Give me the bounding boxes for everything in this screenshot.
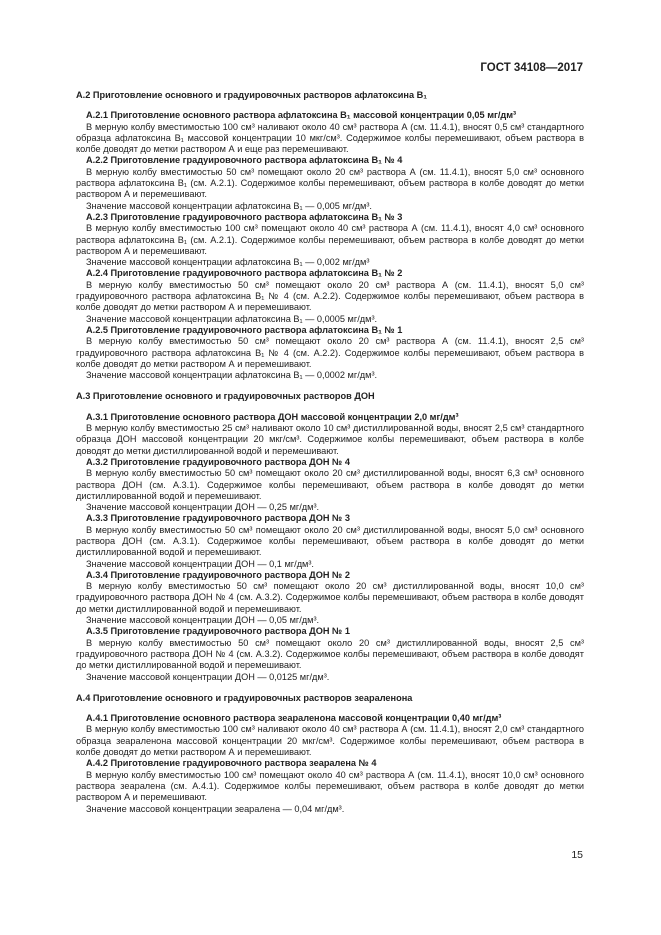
paragraph: В мерную колбу вместимостью 100 см³ наливают около 40 см³ раствора А (см. 11.4.1), вносят 2,0 см³ стандартного образца зеараленона массовой концентрации 20 мкг/см³. Содержимое колбы перемешивают, объем раствора в колбе доводят до метки раствором А и перемешивают.: [76, 724, 584, 758]
paragraph: В мерную колбу вместимостью 50 см³ помещают около 20 см³ дистиллированной воды, вносят 10,0 см³ градуировочного раствора ДОН № 4 (см. А.3.2). Содержимое колбы перемешивают, объем раствора в колбе доводят до метки дистиллированной водой и перемешивают.: [76, 581, 584, 614]
concentration-value: Значение массовой концентрации ДОН — 0,1 мг/дм³.: [86, 558, 314, 569]
paragraph: В мерную колбу вместимостью 50 см³ помещают около 20 см³ раствора А (см. 11.4.1), вносят 2,5 см³ градуировочного раствора афлатоксина В₁ № 4 (см. А.2.2). Содержимое колбы перемешивают, объем раствора в колбе доводят до метки раствором А и перемешивают.: [76, 336, 584, 369]
concentration-value: Значение массовой концентрации афлатоксина В₁ — 0,005 мг/дм³.: [86, 200, 372, 211]
concentration-value: Значение массовой концентрации зеаралена — 0,04 мг/дм³.: [86, 803, 345, 814]
subsection-title: А.3.4 Приготовление градуировочного раствора ДОН № 2: [86, 569, 350, 580]
subsection-title: А.4.1 Приготовление основного раствора зеараленона массовой концентрации 0,40 мг/дм³: [86, 713, 502, 724]
concentration-value: Значение массовой концентрации афлатоксина В₁ — 0,002 мг/дм³: [86, 257, 370, 268]
paragraph: В мерную колбу вместимостью 50 см³ помещают около 20 см³ раствора А (см. 11.4.1), вносят 5,0 см³ градуировочного раствора афлатоксина В₁ № 4 (см. А.2.2). Содержимое колбы перемешивают, объем раствора в колбе доводят до метки раствором А и перемешивают.: [76, 279, 584, 313]
paragraph: В мерную колбу вместимостью 100 см³ помещают около 40 см³ раствора А (см. 11.4.1), вносят 4,0 см³ основного раствора афлатоксина В₁ (см. А.2.1). Содержимое колбы перемешивают, объем раствора в колбе доводят до метки раствором А и перемешивают.: [76, 223, 584, 256]
document-body: [76, 90, 584, 815]
concentration-value: Значение массовой концентрации ДОН — 0,25 мг/дм³.: [86, 502, 320, 513]
section-title: А.3 Приготовление основного и градуировочных растворов ДОН: [76, 391, 375, 402]
subsection-title: А.2.3 Приготовление градуировочного раствора афлатоксина В₁ № 3: [86, 211, 403, 222]
subsection-title: А.3.1 Приготовление основного раствора ДОН массовой концентрации 2,0 мг/дм³: [86, 411, 459, 422]
paragraph: В мерную колбу вместимостью 50 см³ помещают около 20 см³ раствора А (см. 11.4.1), вносят 5,0 см³ основного раствора афлатоксина В₁ (см. А.2.1). Содержимое колбы перемешивают, объем раствора в колбе доводят до метки раствором А и перемешивают.: [76, 166, 584, 200]
subsection-title: А.2.5 Приготовление градуировочного раствора афлатоксина В₁ № 1: [86, 324, 403, 335]
paragraph: В мерную колбу вместимостью 100 см³ помещают около 40 см³ раствора А (см. 11.4.1), вносят 10,0 см³ основного раствора зеаралена (см. А.4.1). Содержимое колбы перемешивают, объем раствора в колбе доводят до метки раствором А и перемешивают.: [76, 769, 584, 803]
concentration-value: Значение массовой концентрации афлатоксина В₁ — 0,0005 мг/дм³.: [86, 313, 378, 324]
subsection-title: А.4.2 Приготовление градуировочного раствора зеаралена № 4: [86, 758, 377, 769]
section-title: А.4 Приготовление основного и градуировочных растворов зеараленона: [76, 692, 413, 703]
paragraph: В мерную колбу вместимостью 50 см³ помещают около 20 см³ дистиллированной воды, вносят 6,3 см³ основного раствора ДОН (см. А.3.1). Содержимое колбы перемешивают, объем раствора в колбе доводят до метки дистиллированной водой и перемешивают.: [76, 468, 584, 501]
page-number: 15: [571, 849, 583, 861]
subsection-title: А.3.3 Приготовление градуировочного раствора ДОН № 3: [86, 513, 350, 524]
subsection-title: А.3.2 Приготовление градуировочного раствора ДОН № 4: [86, 456, 350, 467]
paragraph: В мерную колбу вместимостью 25 см³ наливают около 10 см³ дистиллированной воды, вносят 2,5 см³ стандартного образца ДОН массовой концентрации 20 мкг/см³. Содержимое колбы перемешивают, объем раствора в колбе доводят до метки дистиллированной водой и перемешивают.: [76, 423, 584, 456]
subsection-title: А.3.5 Приготовление градуировочного раствора ДОН № 1: [86, 626, 350, 637]
paragraph: В мерную колбу вместимостью 50 см³ помещают около 20 см³ дистиллированной воды, вносят 2,5 см³ градуировочного раствора ДОН № 4 (см. А.3.2). Содержимое колбы перемешивают, объем раствора в колбе доводят до метки дистиллированной водой и перемешивают.: [76, 637, 584, 671]
concentration-value: Значение массовой концентрации ДОН — 0,0125 мг/дм³.: [86, 671, 330, 682]
paragraph: В мерную колбу вместимостью 50 см³ помещают около 20 см³ дистиллированной воды, вносят 5,0 см³ основного раствора ДОН (см. А.3.1). Содержимое колбы перемешивают, объем раствора в колбе доводят до метки дистиллированной водой и перемешивают.: [76, 524, 584, 558]
section-title: А.2 Приготовление основного и градуировочных растворов афлатоксина В₁: [76, 90, 428, 100]
concentration-value: Значение массовой концентрации афлатоксина В₁ — 0,0002 мг/дм³.: [86, 370, 378, 381]
subsection-title: А.2.4 Приготовление градуировочного раствора афлатоксина В₁ № 2: [86, 268, 403, 279]
concentration-value: Значение массовой концентрации ДОН — 0,05 мг/дм³.: [86, 615, 320, 626]
subsection-title: А.2.2 Приготовление градуировочного раствора афлатоксина В₁ № 4: [86, 155, 403, 166]
paragraph: В мерную колбу вместимостью 100 см³ наливают около 40 см³ раствора А (см. 11.4.1), вносят 0,5 см³ стандартного образца афлатоксина В₁ массовой концентрации 10 мкг/см³. Содержимое колбы перемешивают, объем раствора в колбе доводят до метки раствором А и еще раз перемешивают.: [76, 121, 584, 155]
document-header: ГОСТ 34108—2017: [480, 62, 583, 74]
subsection-title: А.2.1 Приготовление основного раствора афлатоксина В₁ массовой концентрации 0,05 мг/дм³: [86, 110, 517, 121]
